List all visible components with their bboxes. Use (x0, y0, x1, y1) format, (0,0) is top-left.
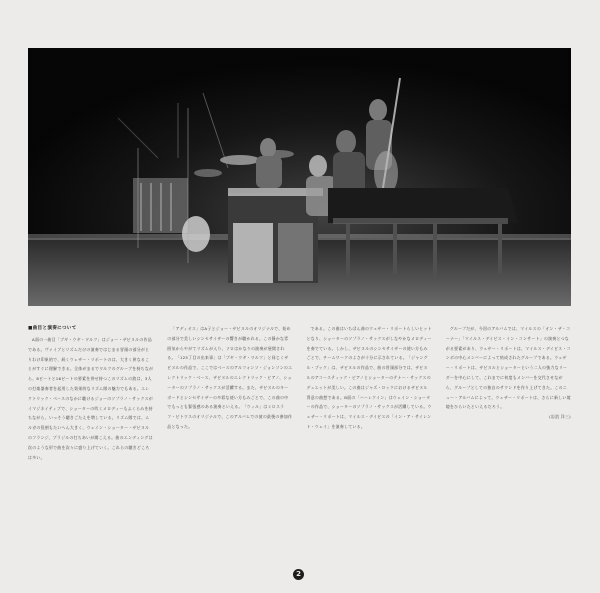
article-body (28, 324, 571, 559)
concert-photo (28, 48, 571, 306)
concert-photo-image (28, 48, 571, 306)
column-4 (446, 324, 571, 559)
author-signature: (岩浪 洋三) (549, 414, 571, 420)
column-1-text: A面の一曲目「ブギ・ウギ・ワルツ」はジョー・ザビヌルの作品である。ヴァイブとリズムだけの演奏ではじまる冒頭の部分がとりわけ印象的で、続くウェザー・リポートのは、大きく異なることがすぐに理解できる。全体がまるでワルツのグルーブを持ちながら、8ビートと16ビートの要素を併せ持つこのリズムの波は、3人の打楽器奏者を起用した効果的なリズム隊の魅力でもある。エレクトリック・ベースのなかに聴けるジョーのソプラノ・サックスがイマジネイティブで、ショーターの吹くメロディーもふくらみを持ちながら、いっそう聴きごたえを増している。リズム隊では、ムルガの役割もたいへん大きく、ウェイン・ショーター・ザビヌルのフランジ、ブラジルの打ちあいが聞こえる。曲のエンディングは次のような形で曲を次々に盛り上げていく。これらの聴きどころは多い。 (28, 337, 154, 460)
column-1 (28, 324, 153, 559)
column-2 (167, 324, 292, 559)
column-3 (307, 324, 432, 559)
page-number: 2 (293, 569, 304, 580)
column-4-text: グループだが、今回のアルバムでは、マイルスの「オン・ザ・コーナー」「マイルス・デイビス・イン・コンサート」の演奏とつながる要素があり、ウェザー・リポートは、マイルス・デイビス・コンボの中心メンバーによって結成されたグループである。ウェザー・リポートは、ザビヌルとショーターという二人の強力なリーダーを中心にして、これまでに何度もメンバーを交代させながら、グループとしての独自のサウンドを作り上げてきた。このニュー・アルバムによって、ウェザー・リポートは、さらに新しい境地をひらいたといえるだろう。 (445, 326, 571, 410)
column-2-text: 「アディオス」はA子とジョー・ザビヌルのオリジナルで、始めの部分で美しいシンセサイザーの響きが聴かれる。この静かな雰囲気からやがてリズムが入り、ソロはかなりの演奏が展開される。「125丁目の出来事」は「ブギ・ウギ・ワルツ」と同じくザビヌルの作品で、ここではベースのアルフォンソ・ジョンソンのエレクトリック・ベース、ザビヌルのエレクトリック・ピアノ、ショーターのソプラノ・サックスが活躍する。また、ザビヌルのキーボードとシンセサイザーの多彩な使い方もみごとで、この曲の中でもっとも緊張感のある演奏といえる。「ウィル」はミロスラフ・ビトウスのオリジナルで、このアルバムでの彼の最後の参加作品となった。 (167, 326, 293, 429)
section-heading: ■曲目と演奏について (28, 326, 77, 331)
column-3-text: である。この曲はいちばん曲のウェザー・リポートらしいヒットとなり、ショーターのソプラノ・サックスがしなやかなメロディーを奏でている。しかし、ザビヌルのシンセサイザーの使い方もみごとで、チームワークのよさが十分に示されている。「ジャングル・ブック」は、ザビヌルの作品で、曲の冒頭部分では、ザビヌルのアコースティック・ピアノとショーターのテナー・サックスのデュエットが美しい。この曲はジャズ・ロックにおけるザビヌル得意の曲想である。B面の「ハーレクイン」はウェイン・ショーターの作品で、ショーターのソプラノ・サックスが活躍している。ウェザー・リポートは、マイルス・デイビスの「イン・ア・サイレント・ウェイ」を演奏している。 (306, 326, 432, 429)
